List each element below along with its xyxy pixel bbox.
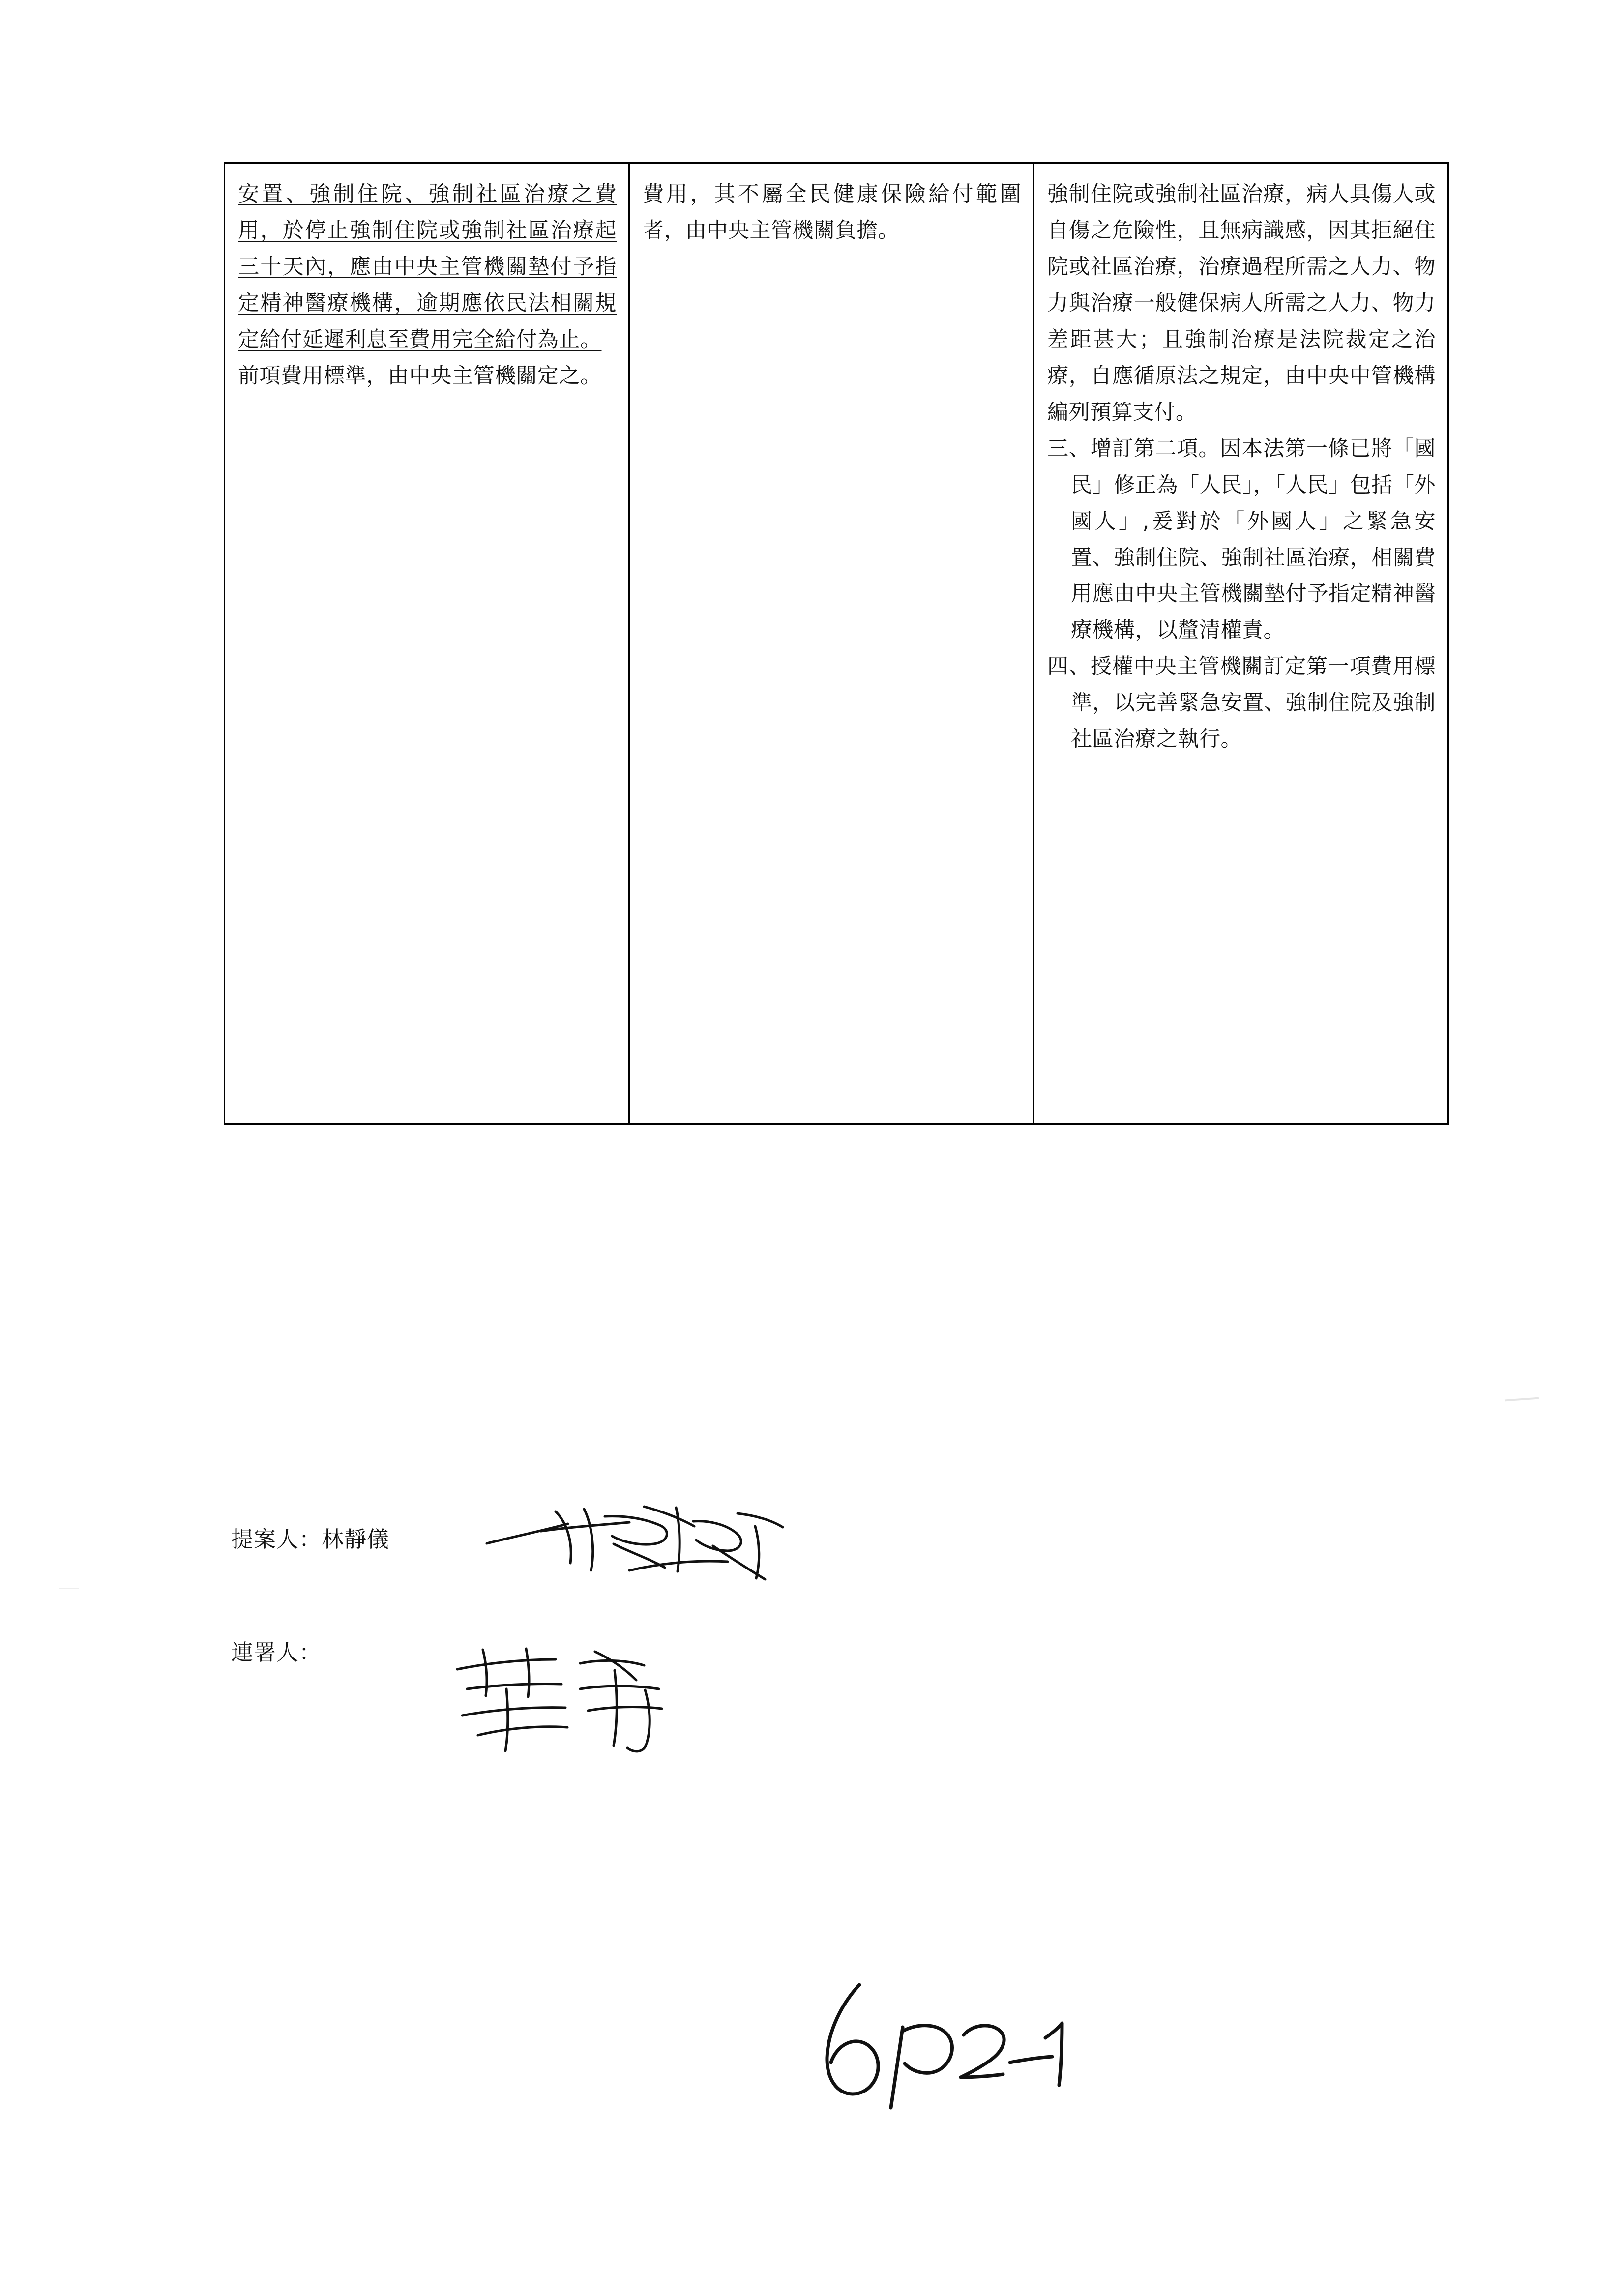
cell-explanation-text xyxy=(1034,163,1448,1124)
signature-block xyxy=(231,1524,1362,1730)
amendment-comparison-table xyxy=(224,162,1449,1125)
proposer-signature-ink xyxy=(482,1497,787,1590)
cell-proposed-text xyxy=(225,163,629,1124)
explanation-item-three: 三、增訂第二項。因本法第一條已將「國民」修正為「人民」，「人民」包括「外國人」,爰對於「外國人」之緊急安置、強制住院、強制社區治療，相關費用應由中央主管機關墊付予指定精神醫療機構，以釐清權責。 xyxy=(1047,436,1436,643)
current-paragraph: 費用，其不屬全民健康保險給付範圍者，由中央主管機關負擔。 xyxy=(643,182,1021,243)
proposed-underlined-paragraph: 安置、強制住院、強制社區治療之費用，於停止強制住院或強制社區治療起三十天內，應由中央主管機關墊付予指定精神醫療機構，逾期應依民法相關規定給付延遲利息至費用完全給付為止。 xyxy=(238,182,617,352)
proposed-plain-paragraph: 前項費用標準，由中央主管機關定之。 xyxy=(238,363,602,388)
scan-artifact xyxy=(59,1588,79,1589)
handwritten-page-mark xyxy=(806,1976,1082,2114)
table-row xyxy=(225,163,1448,1124)
explanation-item-four: 四、授權中央主管機關訂定第一項費用標準，以完善緊急安置、強制住院及強制社區治療之執行。 xyxy=(1047,654,1436,752)
cell-current-text xyxy=(629,163,1034,1124)
cosigner-label: 連署人： xyxy=(231,1639,322,1665)
explanation-paragraph-continued: 強制住院或強制社區治療，病人具傷人或自傷之危險性，且無病識感，因其拒絕住院或社區治療，治療過程所需之人力、物力與治療一般健保病人所需之人力、物力差距甚大；且強制治療是法院裁定之治療，自應循原法之規定，由中央中管機構編列預算支付。 xyxy=(1047,182,1436,425)
proposer-label: 提案人：林靜儀 xyxy=(231,1526,390,1552)
proposer-row xyxy=(231,1524,1362,1617)
cosigner-signature-ink xyxy=(447,1642,679,1755)
scan-artifact xyxy=(1505,1397,1539,1402)
cosigner-row xyxy=(231,1637,1362,1730)
